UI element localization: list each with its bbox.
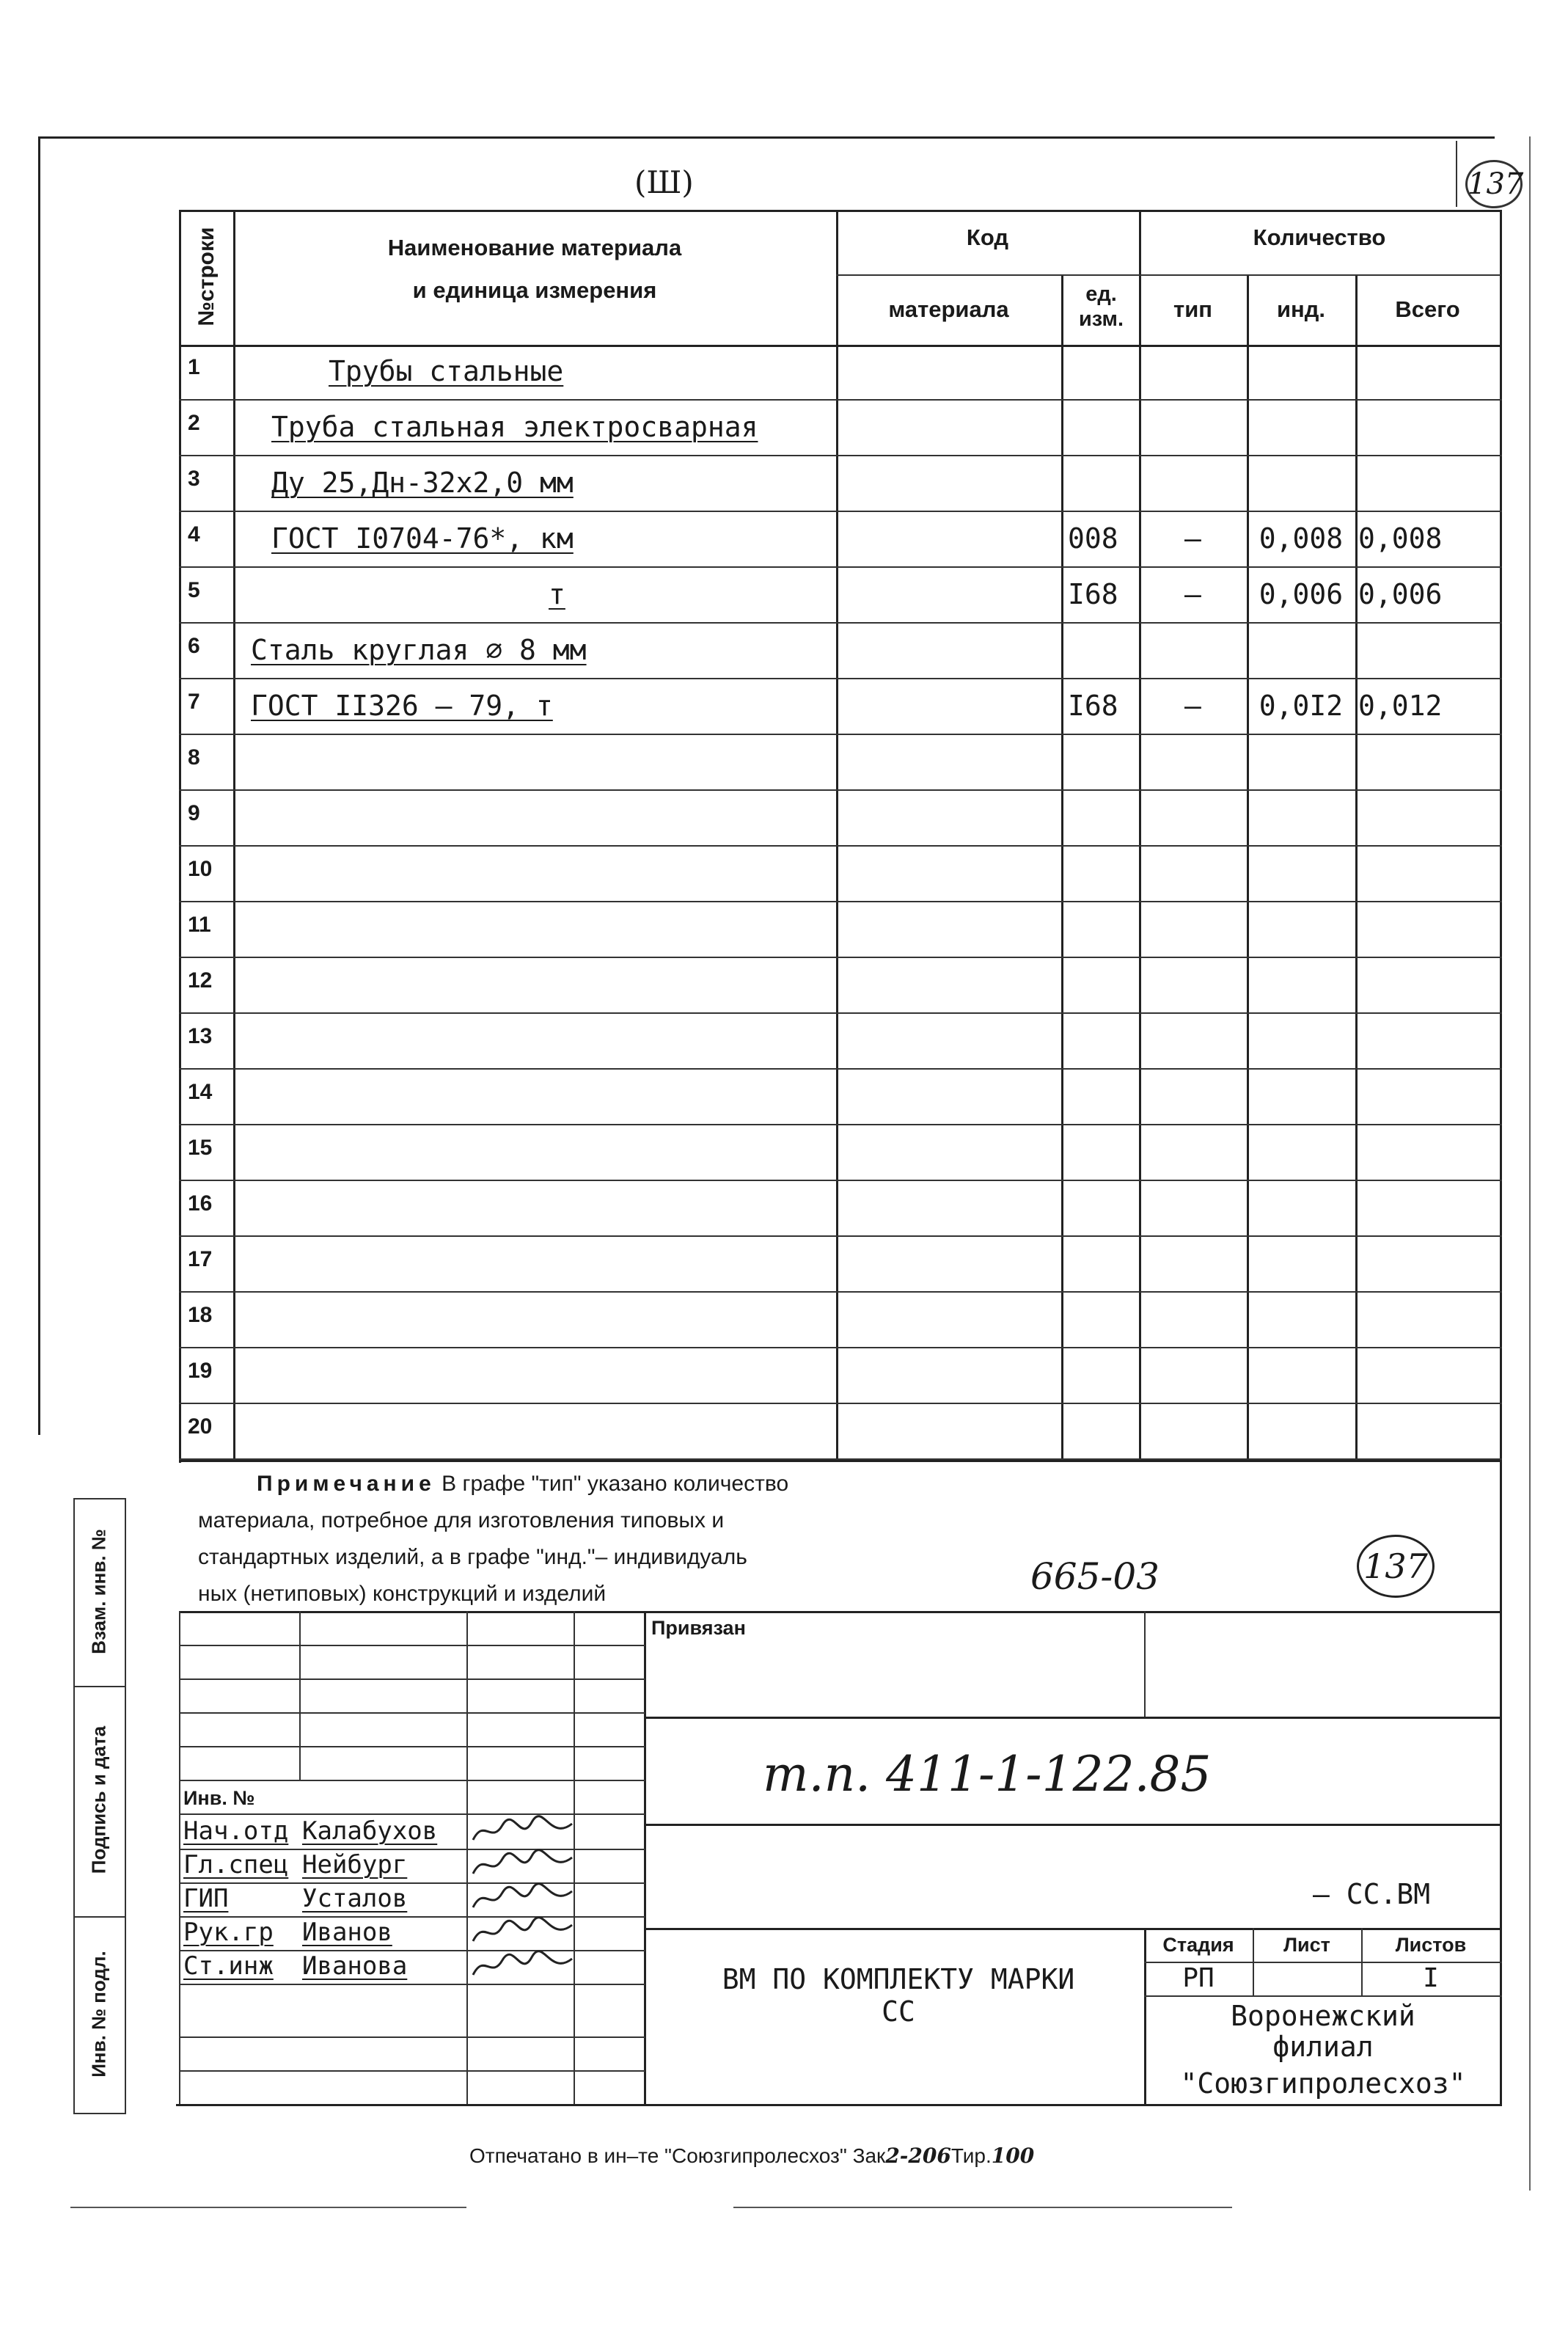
header-name-line2: и единица измерения xyxy=(412,277,657,303)
stamp-inv-podl-cell xyxy=(73,1916,125,2113)
tb-doc-title-line2: СС xyxy=(882,1995,915,2028)
row-number: 13 xyxy=(188,1024,213,1048)
tb-lh2 xyxy=(179,1678,645,1680)
table-row xyxy=(179,958,1502,1014)
row-qty-total: 0,006 xyxy=(1358,578,1443,610)
tb-lh5 xyxy=(179,1780,645,1781)
tb-left-v4 xyxy=(644,1611,646,2104)
signature-scribble xyxy=(469,1815,579,1847)
row-number: 5 xyxy=(188,578,200,602)
row-number: 7 xyxy=(188,690,200,714)
corner-tick xyxy=(1456,141,1457,207)
row-number: 4 xyxy=(188,522,200,547)
signature-scribble xyxy=(469,1849,579,1881)
footer-tir-value: 100 xyxy=(991,2144,1035,2168)
tb-stage-value: РП xyxy=(1182,1963,1215,1993)
header-code-material: материала xyxy=(888,296,1009,322)
footer-rule-right xyxy=(733,2207,1232,2208)
row-material-name: Трубы стальные xyxy=(329,355,564,387)
tb-privyazan-right xyxy=(1144,1611,1146,1718)
row-number: 20 xyxy=(188,1414,213,1439)
tb-org-line2: филиал xyxy=(1272,2031,1374,2063)
row-material-name: Ду 25,Дн-32х2,0 мм xyxy=(271,467,574,499)
row-unit-code: I68 xyxy=(1068,578,1118,610)
tb-top xyxy=(179,1611,1502,1613)
table-top-border xyxy=(179,210,1502,212)
row-number: 9 xyxy=(188,801,200,825)
header-quantity: Количество xyxy=(1253,224,1386,250)
row-qty-type: – xyxy=(1184,522,1201,555)
note-line4: ных (нетиповых) конструкций и изделий xyxy=(198,1582,607,1606)
table-row xyxy=(179,1348,1502,1404)
tb-sheet-label: Лист xyxy=(1283,1934,1330,1956)
header-code: Код xyxy=(966,224,1009,250)
tb-stage-label: Стадия xyxy=(1162,1934,1234,1956)
tb-left-v0 xyxy=(179,1611,180,2104)
row-number: 10 xyxy=(188,857,213,881)
footer-tir-label: Тир. xyxy=(950,2144,992,2167)
table-row xyxy=(179,735,1502,791)
table-row xyxy=(179,401,1502,456)
section-label: (Ш) xyxy=(634,164,694,200)
tb-sheets-label: Листов xyxy=(1395,1934,1467,1956)
tb-org-line1: Воронежский xyxy=(1231,2000,1415,2032)
table-row xyxy=(179,456,1502,512)
tb-org-line3: "Союзгипролесхоз" xyxy=(1180,2067,1466,2100)
note-line3: стандартных изделий, а в графе "инд."– индивидуаль xyxy=(198,1545,747,1569)
table-row xyxy=(179,1237,1502,1293)
row-material-name: Труба стальная электросварная xyxy=(271,411,758,443)
row-unit-code: I68 xyxy=(1068,690,1118,722)
stamp-vzam: Взам. инв. № xyxy=(87,1529,110,1654)
signature-scribble xyxy=(469,1882,579,1915)
staff-name: Иванов xyxy=(302,1918,392,1947)
row-number: 18 xyxy=(188,1303,213,1327)
tb-privyazan: Привязан xyxy=(651,1617,746,1639)
frame-top xyxy=(38,136,1495,139)
footer-order-no: 2-206 xyxy=(885,2144,951,2168)
tb-inv-label: Инв. № xyxy=(183,1787,255,1809)
tb-left-v1 xyxy=(299,1611,301,1780)
table-row xyxy=(179,1014,1502,1070)
row-number: 12 xyxy=(188,968,213,993)
table-row xyxy=(179,512,1502,568)
tb-left-v2 xyxy=(466,1611,468,2104)
row-number: 14 xyxy=(188,1080,213,1104)
tb-sheets-value: I xyxy=(1423,1963,1439,1993)
stamp-inner-right xyxy=(125,1498,126,2114)
table-row xyxy=(179,1181,1502,1237)
tb-tp-number: т.п. 411-1-122.85 xyxy=(763,1746,1212,1802)
note-line2: материала, потребное для изготовления типовых и xyxy=(198,1508,725,1532)
row-material-name: Сталь круглая ∅ 8 мм xyxy=(251,634,587,666)
header-name-line1: Наименование материала xyxy=(387,235,682,260)
note-line1: В графе "тип" указано количество xyxy=(442,1472,789,1496)
corner-page-number: 137 xyxy=(1465,160,1523,208)
stamp-inv-podl: Инв. № подл. xyxy=(87,1951,110,2078)
staff-name: Калабухов xyxy=(302,1816,438,1846)
note-circled-number: 137 xyxy=(1357,1535,1435,1598)
row-number: 1 xyxy=(188,355,200,379)
note-title: Примечание xyxy=(257,1472,436,1496)
tb-lh12 xyxy=(179,2036,645,2038)
tb-lh13 xyxy=(179,2070,645,2072)
row-divider xyxy=(179,1458,1502,1460)
tb-stage-h2 xyxy=(1144,1995,1502,1997)
tb-rh2 xyxy=(644,1824,1502,1826)
row-number: 17 xyxy=(188,1247,213,1271)
header-qty-type: тип xyxy=(1173,296,1212,322)
staff-name: Иванова xyxy=(302,1951,408,1981)
note-code: 665-03 xyxy=(1030,1555,1159,1598)
row-qty-total: 0,008 xyxy=(1358,522,1443,555)
table-row xyxy=(179,1125,1502,1181)
stamp-podpis: Подпись и дата xyxy=(87,1725,110,1874)
staff-role: ГИП xyxy=(183,1884,229,1913)
tb-lh4 xyxy=(179,1746,645,1747)
footer-print-line xyxy=(469,2144,1034,2168)
signature-scribble xyxy=(469,1950,579,1982)
stamp-vzam-cell xyxy=(73,1498,125,1686)
footer-rule-left xyxy=(70,2207,466,2208)
row-number: 3 xyxy=(188,467,200,491)
frame-right-edge xyxy=(1529,136,1531,2191)
row-qty-ind: 0,006 xyxy=(1259,578,1344,610)
row-number: 15 xyxy=(188,1136,213,1160)
row-number: 19 xyxy=(188,1359,213,1383)
header-row-no-cell xyxy=(179,210,233,345)
staff-role: Рук.гр xyxy=(183,1918,274,1947)
signature-scribble xyxy=(469,1916,579,1948)
frame-left xyxy=(38,136,40,1435)
row-number: 6 xyxy=(188,634,200,658)
row-number: 2 xyxy=(188,411,200,435)
row-material-name: ГОСТ I0704-76*, км xyxy=(271,522,574,555)
table-row xyxy=(179,568,1502,624)
stamp-podpis-cell xyxy=(73,1686,125,1916)
row-material-name: ГОСТ II326 – 79, т xyxy=(251,690,553,722)
tb-lh11 xyxy=(179,1984,645,1985)
staff-role: Гл.спец xyxy=(183,1850,289,1879)
row-qty-type: – xyxy=(1184,690,1201,722)
row-unit-code: 008 xyxy=(1068,522,1118,555)
header-qty-total: Всего xyxy=(1395,296,1460,322)
table-bottom-border xyxy=(179,1460,1502,1462)
header-qty-ind: инд. xyxy=(1276,296,1326,322)
row-qty-type: – xyxy=(1184,578,1201,610)
row-qty-total: 0,012 xyxy=(1358,690,1443,722)
table-row xyxy=(179,345,1502,401)
tb-rh3 xyxy=(644,1928,1502,1930)
header-code-unit: ед. изм. xyxy=(1078,282,1124,331)
row-qty-ind: 0,0I2 xyxy=(1259,690,1344,722)
staff-name: Нейбург xyxy=(302,1850,408,1879)
tb-doc-code: – СС.ВМ xyxy=(1313,1878,1431,1910)
tb-bottom xyxy=(176,2104,1502,2106)
row-number: 11 xyxy=(188,913,211,937)
header-row-no: №строки xyxy=(194,227,219,326)
table-row xyxy=(179,1404,1502,1460)
staff-name: Усталов xyxy=(302,1884,408,1913)
table-row xyxy=(179,791,1502,847)
table-row xyxy=(179,847,1502,902)
table-row xyxy=(179,1070,1502,1125)
tb-lh3 xyxy=(179,1712,645,1714)
row-qty-ind: 0,008 xyxy=(1259,522,1344,555)
staff-role: Нач.отд xyxy=(183,1816,289,1846)
row-material-name: т xyxy=(549,578,565,610)
table-row xyxy=(179,1293,1502,1348)
tb-doc-title-line1: ВМ ПО КОМПЛЕКТУ МАРКИ xyxy=(722,1963,1075,1995)
table-row xyxy=(179,679,1502,735)
staff-role: Ст.инж xyxy=(183,1951,274,1981)
table-row xyxy=(179,624,1502,679)
table-row xyxy=(179,902,1502,958)
row-number: 8 xyxy=(188,745,200,770)
tb-rh1 xyxy=(644,1717,1502,1719)
tb-lh1 xyxy=(179,1645,645,1646)
row-number: 16 xyxy=(188,1191,213,1216)
header-subdivider xyxy=(836,274,1501,276)
footer-printed: Отпечатано в ин–те "Союзгипролесхоз" Зак xyxy=(469,2144,886,2167)
